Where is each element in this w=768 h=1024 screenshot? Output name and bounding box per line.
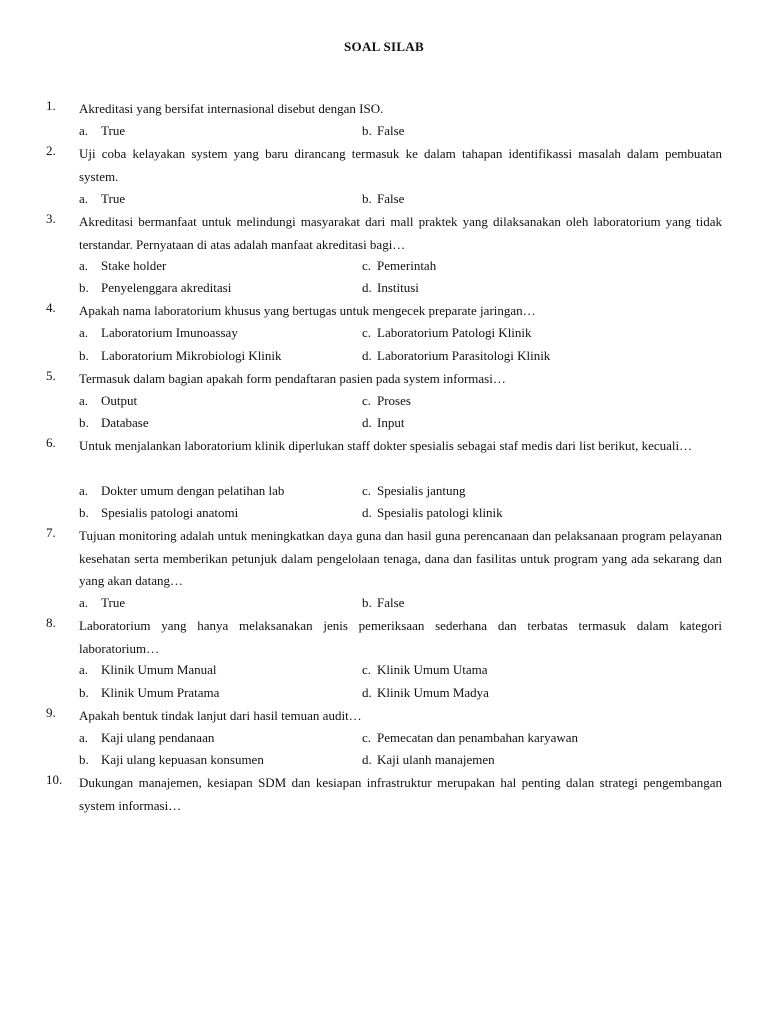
question-text: Akreditasi bermanfaat untuk melindungi masyarakat dari mall praktek yang dilaksanakan oleh laboratorium yang tidak terstandar. Pernyataan di atas adalah manfaat akreditasi bagi… xyxy=(79,214,722,252)
option-text: Pemecatan dan penambahan karyawan xyxy=(377,730,579,745)
option-text: Output xyxy=(101,393,138,408)
option-text: Kaji ulang kepuasan konsumen xyxy=(101,752,264,767)
document-title: SOAL SILAB xyxy=(344,39,424,54)
option-text: Laboratorium Imunoassay xyxy=(101,325,238,340)
option-text: Database xyxy=(101,415,149,430)
option-text: Institusi xyxy=(377,280,419,295)
option-letter: d. xyxy=(362,685,372,700)
option-letter: d. xyxy=(362,505,372,520)
option-letter: a. xyxy=(79,595,89,610)
option-letter: c. xyxy=(362,730,372,745)
question-text: Uji coba kelayakan system yang baru dirancang termasuk ke dalam tahapan identifikassi masalah dalam pembuatan system. xyxy=(79,146,722,184)
option-letter: b. xyxy=(362,595,372,610)
question-number: 10. xyxy=(46,772,63,787)
question-number: 2. xyxy=(46,143,56,158)
question-number: 1. xyxy=(46,98,56,113)
option-text: Input xyxy=(377,415,405,430)
question-number: 9. xyxy=(46,705,56,720)
question-text: Termasuk dalam bagian apakah form pendaftaran pasien pada system informasi… xyxy=(79,371,506,386)
option-text: False xyxy=(377,191,405,206)
option-text: True xyxy=(101,123,126,138)
option-text: True xyxy=(101,595,126,610)
question-number: 3. xyxy=(46,211,56,226)
option-letter: d. xyxy=(362,752,372,767)
option-text: Penyelenggara akreditasi xyxy=(101,280,232,295)
option-text: Kaji ulanh manajemen xyxy=(377,752,495,767)
option-letter: c. xyxy=(362,393,372,408)
option-text: True xyxy=(101,191,126,206)
option-text: Laboratorium Parasitologi Klinik xyxy=(377,348,551,363)
option-text: Spesialis patologi anatomi xyxy=(101,505,239,520)
question-number: 4. xyxy=(46,300,56,315)
option-text: Pemerintah xyxy=(377,258,437,273)
question-text: Akreditasi yang bersifat internasional disebut dengan ISO. xyxy=(79,101,384,116)
option-letter: b. xyxy=(79,348,89,363)
question-number: 7. xyxy=(46,525,56,540)
option-letter: c. xyxy=(362,483,372,498)
option-letter: b. xyxy=(79,280,89,295)
option-letter: b. xyxy=(362,191,372,206)
option-text: Proses xyxy=(377,393,411,408)
option-letter: b. xyxy=(79,505,89,520)
question-text: Untuk menjalankan laboratorium klinik diperlukan staff dokter spesialis sebagai staf medis dari list berikut, kecuali… xyxy=(79,438,693,453)
question-number: 8. xyxy=(46,615,56,630)
question-text: Dukungan manajemen, kesiapan SDM dan kesiapan infrastruktur merupakan hal penting dalan strategi pengembangan system informasi… xyxy=(79,775,722,813)
option-letter: c. xyxy=(362,258,372,273)
option-letter: c. xyxy=(362,662,372,677)
option-letter: a. xyxy=(79,325,89,340)
option-text: Stake holder xyxy=(101,258,167,273)
option-text: Dokter umum dengan pelatihan lab xyxy=(101,483,285,498)
option-text: Klinik Umum Pratama xyxy=(101,685,220,700)
question-text: Laboratorium yang hanya melaksanakan jenis pemeriksaan sederhana dan terbatas termasuk dalam kategori laboratorium… xyxy=(79,618,722,656)
option-text: False xyxy=(377,595,405,610)
option-text: Spesialis patologi klinik xyxy=(377,505,503,520)
option-letter: d. xyxy=(362,415,372,430)
option-letter: b. xyxy=(79,752,89,767)
option-text: Laboratorium Mikrobiologi Klinik xyxy=(101,348,282,363)
option-letter: a. xyxy=(79,662,89,677)
question-text: Apakah bentuk tindak lanjut dari hasil temuan audit… xyxy=(79,708,362,723)
option-letter: d. xyxy=(362,280,372,295)
question-text: Tujuan monitoring adalah untuk meningkatkan daya guna dan hasil guna perencanaan dan pelaksanaan program pelayanan kesehatan serta memberikan petunjuk dalam pengelolaan tenaga, dana dan fasilitas untuk program yang ada sekarang dan yang akan datang… xyxy=(79,528,722,588)
option-letter: a. xyxy=(79,730,89,745)
option-text: Spesialis jantung xyxy=(377,483,466,498)
option-letter: b. xyxy=(79,415,89,430)
option-letter: a. xyxy=(79,123,89,138)
option-text: Klinik Umum Madya xyxy=(377,685,489,700)
option-letter: a. xyxy=(79,191,89,206)
option-text: Laboratorium Patologi Klinik xyxy=(377,325,532,340)
question-number: 6. xyxy=(46,435,56,450)
option-text: Klinik Umum Utama xyxy=(377,662,488,677)
option-letter: a. xyxy=(79,258,89,273)
option-letter: b. xyxy=(79,685,89,700)
option-letter: a. xyxy=(79,393,89,408)
option-text: False xyxy=(377,123,405,138)
option-text: Kaji ulang pendanaan xyxy=(101,730,215,745)
question-text: Apakah nama laboratorium khusus yang bertugas untuk mengecek preparate jaringan… xyxy=(79,303,536,318)
question-number: 5. xyxy=(46,368,56,383)
option-letter: b. xyxy=(362,123,372,138)
option-letter: a. xyxy=(79,483,89,498)
option-text: Klinik Umum Manual xyxy=(101,662,217,677)
option-letter: c. xyxy=(362,325,372,340)
option-letter: d. xyxy=(362,348,372,363)
